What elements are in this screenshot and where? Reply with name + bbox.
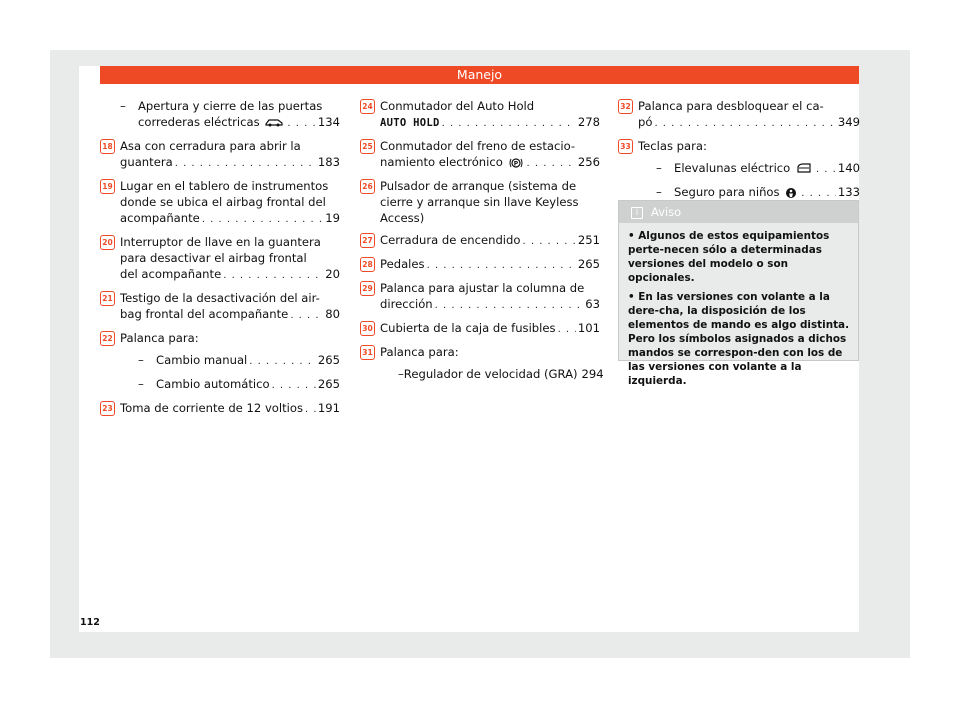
item-number-badge: 27	[360, 233, 375, 248]
page-ref[interactable]: 183	[317, 155, 340, 169]
item-text: Elevalunas eléctrico	[674, 161, 791, 175]
item-text: Access)	[380, 211, 425, 225]
page-ref[interactable]: 63	[585, 297, 600, 311]
item-text: correderas eléctricas	[138, 115, 260, 129]
item-text: Cerradura de encendido	[380, 233, 521, 247]
item-text: Teclas para:	[638, 139, 707, 153]
info-icon: i	[631, 207, 643, 219]
list-item	[100, 138, 340, 172]
section-header: Manejo	[100, 66, 859, 84]
item-text: Conmutador del Auto Hold	[380, 99, 535, 113]
page-ref[interactable]: 256	[577, 155, 600, 169]
list-item	[360, 256, 600, 274]
item-text: Pedales	[380, 257, 425, 271]
item-text: para desactivar el airbag frontal	[120, 251, 307, 265]
notice-box	[618, 200, 859, 387]
page-number: 112	[80, 617, 100, 628]
item-text: guantera	[120, 155, 173, 169]
item-text: pó	[638, 115, 653, 129]
item-text: Regulador de velocidad (GRA)	[403, 367, 578, 381]
item-text: Palanca para:	[380, 345, 459, 359]
item-number-badge: 20	[100, 235, 115, 250]
item-text: Cambio automático	[156, 377, 270, 391]
dash-bullet: –	[656, 161, 662, 175]
item-text: Lugar en el tablero de instrumentos	[120, 179, 329, 193]
list-item	[100, 178, 340, 228]
item-text: Asa con cerradura para abrir la	[120, 139, 301, 153]
item-number-badge: 25	[360, 139, 375, 154]
list-item	[100, 234, 340, 284]
page-ref[interactable]: 140	[837, 161, 860, 175]
list-item	[360, 320, 600, 338]
item-number-badge: 32	[618, 99, 633, 114]
item-number-badge: 31	[360, 345, 375, 360]
item-number-badge: 21	[100, 291, 115, 306]
page-ref[interactable]: 251	[577, 233, 600, 247]
page-ref[interactable]: 101	[577, 321, 600, 335]
notice-title: Aviso	[651, 205, 682, 219]
svg-text:P: P	[513, 160, 518, 167]
list-item	[360, 178, 600, 226]
page-ref[interactable]: 134	[317, 115, 340, 129]
page-ref[interactable]: 20	[325, 267, 340, 281]
list-item	[100, 400, 340, 418]
item-text: cierre y arranque sin llave Keyless	[380, 195, 579, 209]
item-text: bag frontal del acompañante	[120, 307, 289, 321]
item-number-badge: 28	[360, 257, 375, 272]
list-item	[100, 98, 340, 132]
list-item	[360, 344, 600, 360]
list-item	[360, 232, 600, 250]
column-1	[100, 98, 340, 424]
item-number-badge: 33	[618, 139, 633, 154]
page-ref[interactable]: 265	[317, 377, 340, 391]
page-ref[interactable]: 265	[577, 257, 600, 271]
list-item	[100, 290, 340, 324]
item-text: Conmutador del freno de estacio-	[380, 139, 576, 153]
list-item	[100, 330, 340, 346]
item-text: Palanca para desbloquear el ca-	[638, 99, 824, 113]
page-ref[interactable]: 191	[317, 401, 340, 415]
item-text: Pulsador de arranque (sistema de	[380, 179, 577, 193]
page-ref[interactable]: 133	[837, 185, 860, 199]
column-2	[360, 98, 604, 390]
list-item	[120, 376, 340, 394]
page-ref[interactable]: 349	[837, 115, 860, 129]
item-text: Palanca para ajustar la columna de	[380, 281, 585, 295]
dash-bullet: –	[138, 353, 144, 367]
dash-bullet: –	[138, 377, 144, 391]
item-number-badge: 19	[100, 179, 115, 194]
column-3	[618, 98, 860, 208]
item-text: Testigo de la desactivación del air-	[120, 291, 320, 305]
list-item	[360, 98, 600, 132]
notice-paragraph: • En las versiones con volante a la dere-cha, la disposición de los elementos de mando es algo distinta. Pero los símbolos asignados a dichos mandos se correspon-den con los de las versiones con volante a la izquierda.	[628, 291, 850, 387]
item-text: Toma de corriente de 12 voltios	[120, 401, 304, 415]
parking-brake-icon	[509, 157, 523, 169]
auto-hold-symbol: AUTO HOLD	[380, 117, 440, 129]
notice-paragraph: • Algunos de estos equipamientos perte-necen sólo a determinadas versiones del modelo o son opcionales.	[628, 230, 830, 284]
power-window-icon	[796, 163, 812, 174]
page-ref[interactable]: 294	[581, 367, 604, 381]
item-number-badge: 24	[360, 99, 375, 114]
dash-bullet: –	[120, 99, 126, 113]
dash-bullet: –	[398, 367, 404, 381]
page-ref[interactable]: 19	[325, 211, 340, 225]
item-number-badge: 26	[360, 179, 375, 194]
item-number-badge: 18	[100, 139, 115, 154]
list-item	[360, 280, 600, 314]
item-text: namiento electrónico	[380, 155, 503, 169]
item-text: Cambio manual	[156, 353, 248, 367]
item-text: Cubierta de la caja de fusibles	[380, 321, 556, 335]
item-text: acompañante	[120, 211, 200, 225]
item-number-badge: 29	[360, 281, 375, 296]
item-text: Apertura y cierre de las puertas	[138, 99, 323, 113]
item-number-badge: 22	[100, 331, 115, 346]
item-text: dirección	[380, 297, 433, 311]
page-ref[interactable]: 278	[577, 115, 600, 129]
page-ref[interactable]: 80	[325, 307, 340, 321]
list-item	[120, 352, 340, 370]
list-item	[360, 138, 600, 172]
list-item	[618, 98, 860, 132]
item-text: Interruptor de llave en la guantera	[120, 235, 321, 249]
child-lock-icon	[785, 187, 797, 199]
item-number-badge: 30	[360, 321, 375, 336]
dash-bullet: –	[656, 185, 662, 199]
item-text: donde se ubica el airbag frontal del	[120, 195, 326, 209]
item-text: Seguro para niños	[674, 185, 780, 199]
page-ref[interactable]: 265	[317, 353, 340, 367]
item-text: Palanca para:	[120, 331, 199, 345]
item-number-badge: 23	[100, 401, 115, 416]
item-text: del acompañante	[120, 267, 222, 281]
sliding-door-icon	[265, 118, 283, 127]
notice-header	[619, 201, 858, 223]
list-item	[638, 160, 860, 178]
notice-body	[619, 223, 858, 388]
list-item	[380, 366, 604, 384]
list-item	[618, 138, 860, 154]
